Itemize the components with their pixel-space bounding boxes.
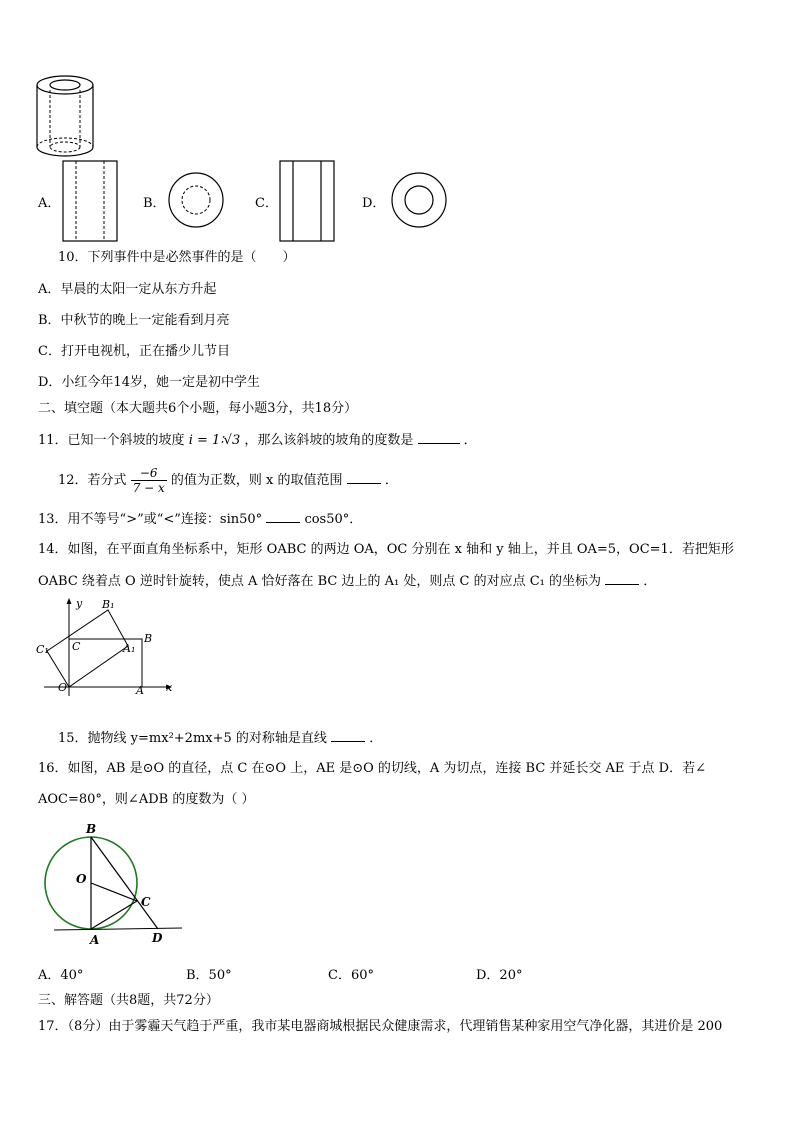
q9-option-b-figure — [166, 170, 226, 230]
q14-coordinate-figure — [36, 596, 176, 700]
q10-stem: 10．下列事件中是必然事件的是（ ） — [58, 250, 296, 265]
q14-label-o: O — [58, 681, 68, 694]
q14-label-c1: C₁ — [36, 643, 49, 656]
q14-label-c: C — [72, 640, 81, 653]
q14-label-a: A — [136, 684, 144, 697]
hollow-cylinder-figure — [30, 72, 100, 162]
q9-option-c-label: C． — [255, 196, 278, 211]
q14-label-y: y — [76, 597, 83, 610]
q12-denominator: 7 − x — [132, 481, 165, 495]
q16-option-b: B．50° — [186, 968, 232, 983]
q12-fraction — [131, 466, 167, 495]
q14-label-a1: A₁ — [123, 642, 136, 655]
q15 — [58, 729, 382, 748]
q14-label-b: B — [144, 632, 153, 645]
q10-option-d: D．小红今年14岁，她一定是初中学生 — [38, 375, 260, 390]
q15-end: ． — [369, 731, 383, 746]
q9-option-c-figure — [279, 160, 335, 242]
q10-option-c: C．打开电视机，正在播少儿节目 — [38, 344, 230, 359]
q9-option-a-figure — [62, 160, 118, 242]
q16-option-d: D．20° — [476, 968, 523, 983]
q14-end: ． — [643, 574, 657, 589]
q16-label-o: O — [76, 872, 87, 886]
q14-label-x: x — [166, 681, 173, 694]
q13-text-after: cos50°． — [304, 512, 363, 527]
section-3-heading: 三、解答题（共8题，共72分） — [38, 993, 219, 1008]
q14-answer-blank[interactable] — [605, 572, 639, 585]
q14-line-1: 14．如图，在平面直角坐标系中，矩形 OABC 的两边 OA，OC 分别在 x 轴和 y 轴上，并且 OA=5，OC=1．若把矩形 — [38, 542, 734, 557]
q11-answer-blank[interactable] — [418, 431, 460, 444]
q17-line-1: 17．（8分）由于雾霾天气趋于严重，我市某电器商城根据民众健康需求，代理销售某种家用空气净化器，其进价是 200 — [38, 1019, 723, 1034]
q13-answer-blank[interactable] — [266, 510, 300, 523]
q12-numerator: −6 — [131, 466, 167, 481]
q13-text-before: 13．用不等号“>”或“<”连接：sin50° — [38, 512, 263, 527]
q12-answer-blank[interactable] — [347, 471, 381, 484]
q16-label-b: B — [86, 822, 97, 836]
q16-option-c: C．60° — [328, 968, 374, 983]
q12-text-after: 的值为正数，则 x 的取值范围 — [170, 473, 343, 488]
q14-label-b1: B₁ — [102, 598, 115, 611]
q9-option-a-label: A． — [38, 196, 61, 211]
q10-option-a: A．早晨的太阳一定从东方升起 — [38, 282, 217, 297]
q11-end: ． — [463, 433, 477, 448]
section-2-heading: 二、填空题（本大题共6个小题，每小题3分，共18分） — [38, 401, 358, 416]
q9-option-d-figure — [389, 170, 449, 230]
q16-line-1: 16．如图，AB 是⊙O 的直径，点 C 在⊙O 上，AE 是⊙O 的切线，A 为切点，连接 BC 并延长交 AE 于点 D．若∠ — [38, 761, 707, 776]
q11-text-before: 11．已知一个斜坡的坡度 — [38, 433, 185, 448]
q11 — [38, 431, 477, 450]
q16-line-2: AOC=80°，则∠ADB 的度数为（ ） — [38, 792, 255, 807]
q15-text: 15．抛物线 y=mx²+2mx+5 的对称轴是直线 — [58, 731, 327, 746]
q10-option-b: B．中秋节的晚上一定能看到月亮 — [38, 313, 230, 328]
q12-end: ． — [384, 473, 398, 488]
q11-text-after: ，那么该斜坡的坡角的度数是 — [244, 433, 414, 448]
q14-line-2-text: OABC 绕着点 O 逆时针旋转，使点 A 恰好落在 BC 边上的 A₁ 处，则点 C 的对应点 C₁ 的坐标为 — [38, 574, 601, 589]
q16-label-c: C — [141, 895, 151, 909]
q12-text-before: 12．若分式 — [58, 473, 127, 488]
q12 — [58, 466, 398, 496]
q14-line-2 — [38, 572, 656, 591]
q15-answer-blank[interactable] — [331, 729, 365, 742]
q13 — [38, 510, 362, 529]
q11-math: i = 1∶√3 — [188, 433, 241, 448]
q9-option-b-label: B． — [143, 196, 166, 211]
q16-label-d: D — [152, 931, 163, 945]
q16-label-a: A — [90, 933, 100, 947]
q16-circle-figure — [36, 820, 186, 950]
q16-option-a: A．40° — [38, 968, 84, 983]
q9-option-d-label: D． — [362, 196, 386, 211]
